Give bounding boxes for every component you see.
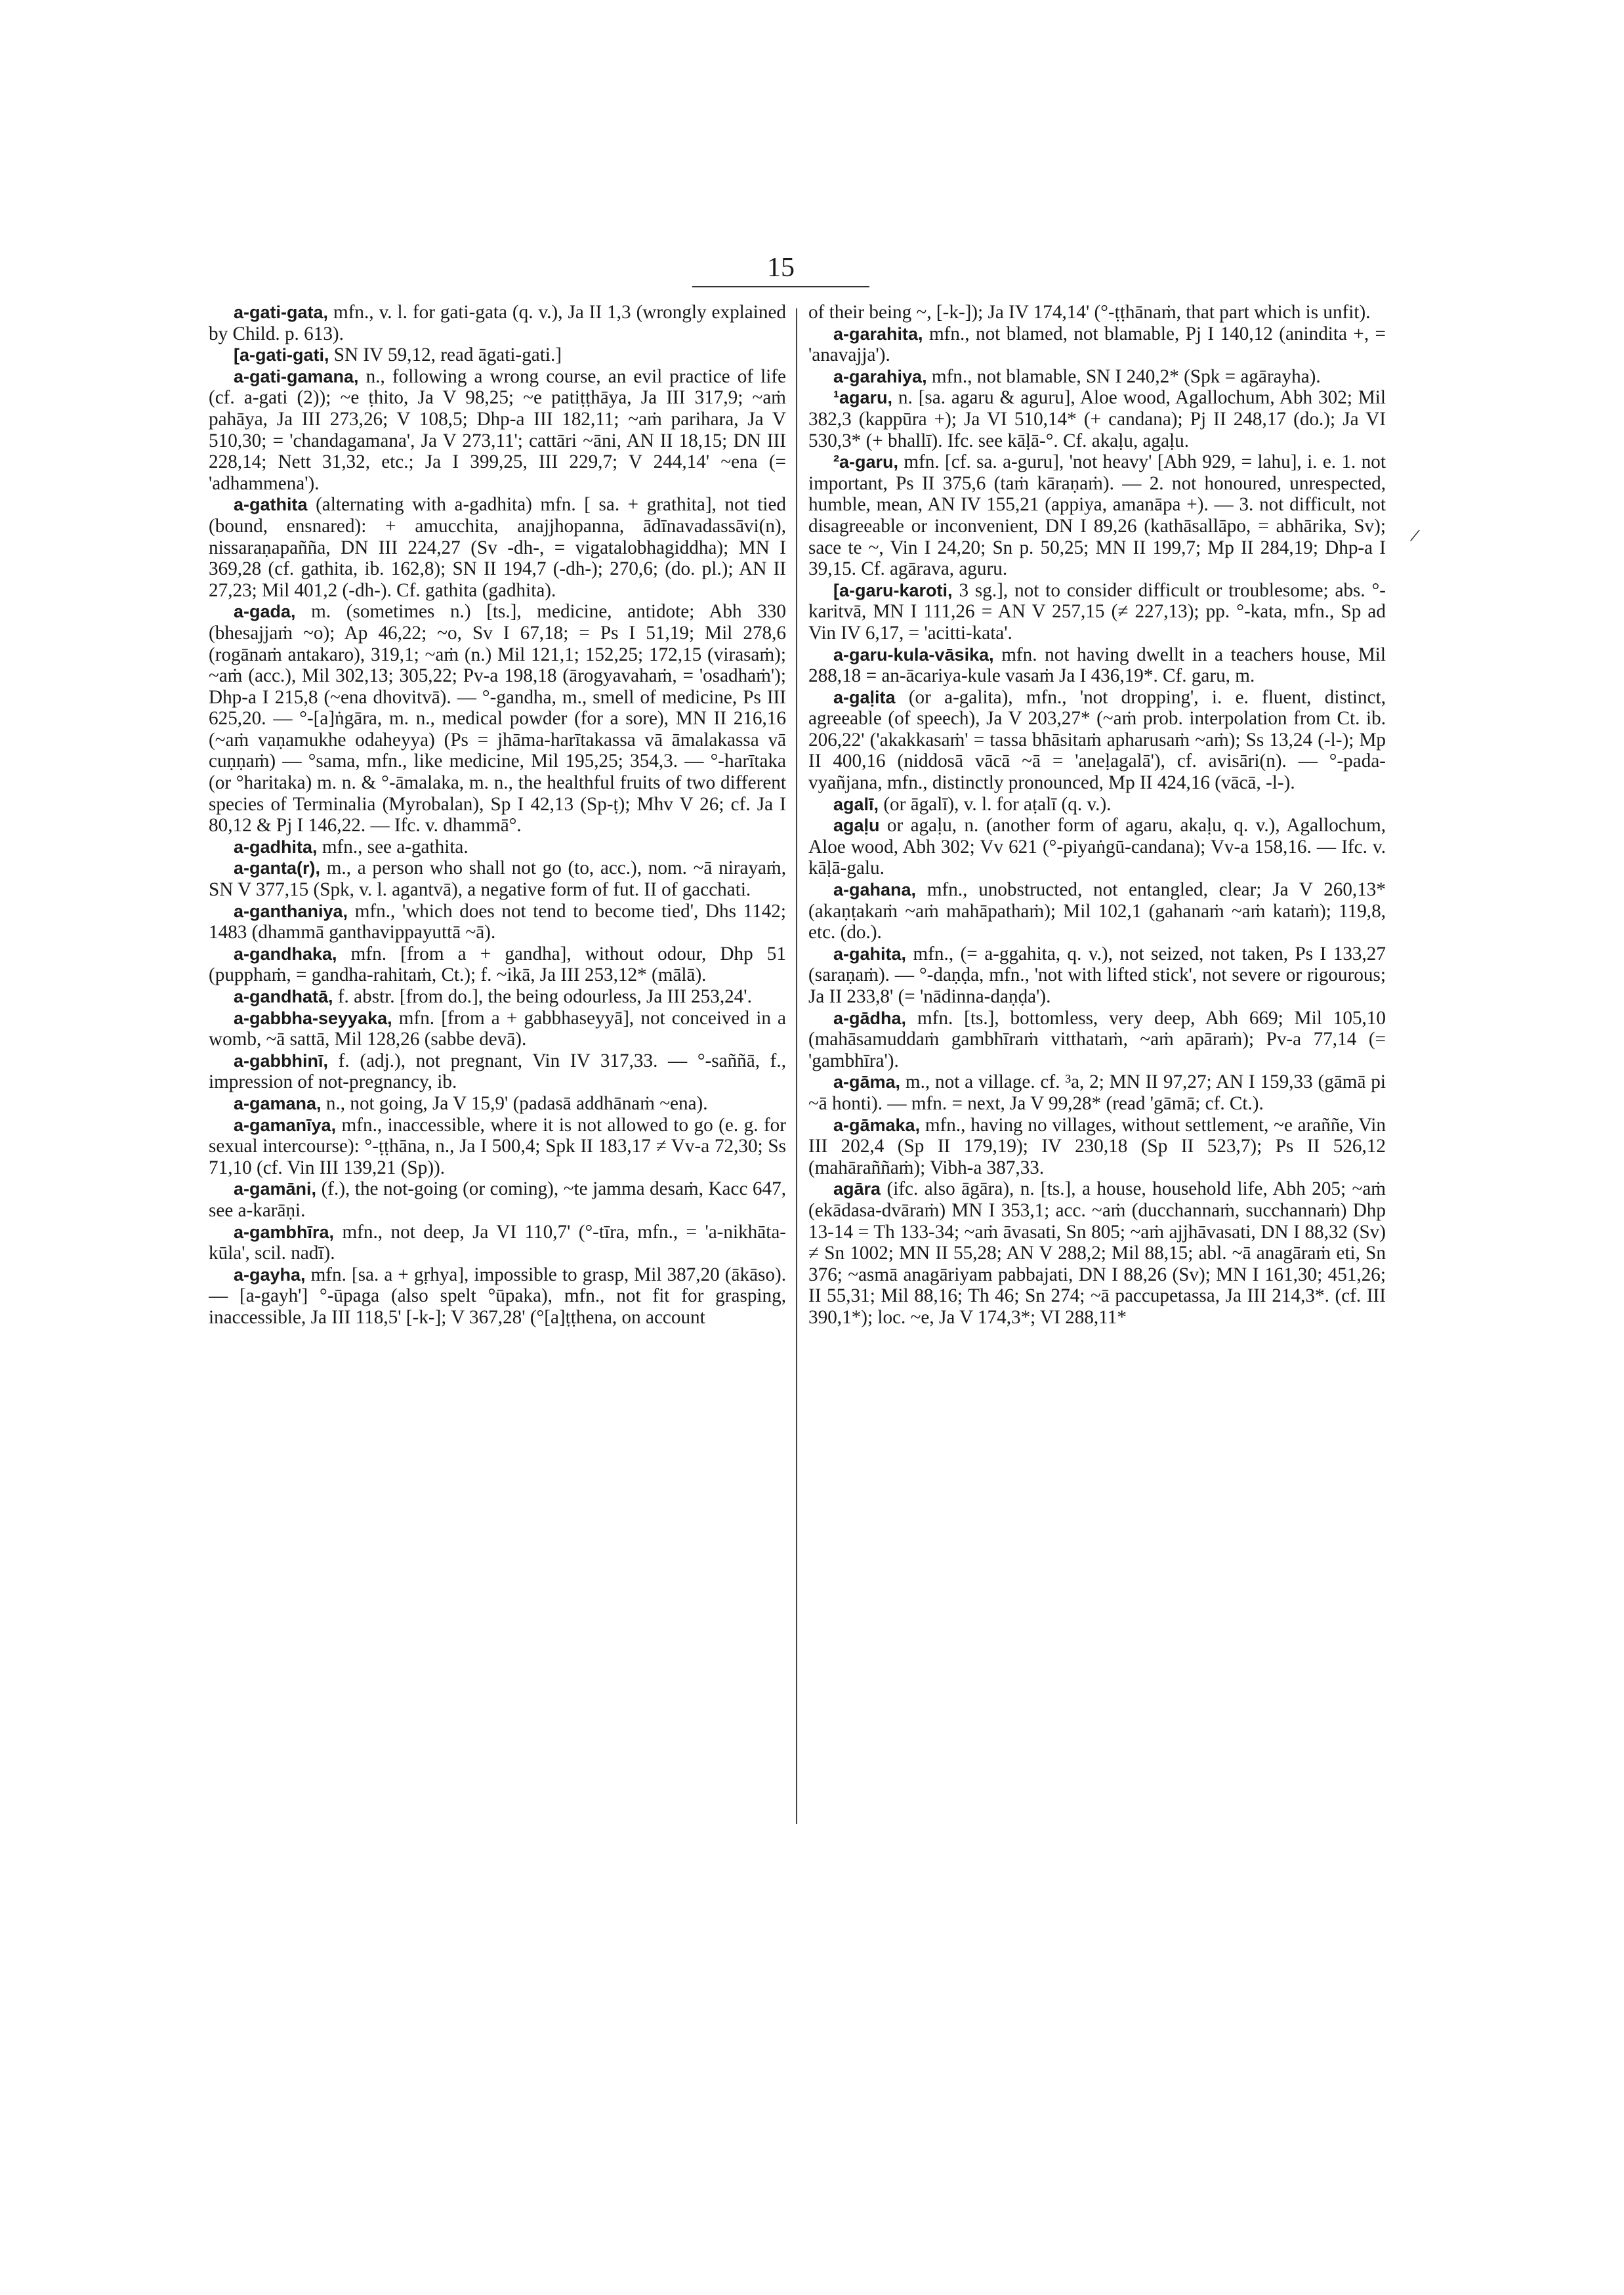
dictionary-entry [209,1093,786,1115]
dictionary-entry [209,1178,786,1221]
entry-headword: a-gati-gamana, [234,366,359,386]
entry-definition: mfn., 'which does not tend to become tied', Dhs 1142; 1483 (dhammā ganthavippayuttā ~ā). [209,900,786,943]
entry-definition: mfn., v. l. for gati-gata (q. v.), Ja II 1,3 (wrongly explained by Child. p. 613). [209,302,786,344]
entry-headword: [a-garu-karoti, [833,580,953,600]
entry-definition: mfn. not having dwellt in a teachers house, Mil 288,18 = an-ācariya-kule vasaṁ Ja I 436,19*. Cf. garu, m. [808,644,1386,687]
page-number: 15 [767,253,795,283]
entry-headword: a-gandhatā, [234,987,333,1006]
dictionary-entry [808,1115,1386,1179]
dictionary-entry [209,601,786,837]
entry-headword: a-ganta(r), [234,858,321,879]
page-number-rule [692,286,869,287]
entry-headword: a-gabbhinī, [234,1050,328,1071]
entry-definition: f. (adj.), not pregnant, Vin IV 317,33. — °-saññā, f., impression of not-pregnancy, ib. [209,1050,786,1093]
entry-definition: mfn. [cf. sa. a-guru], 'not heavy' [Abh 929, = lahu], i. e. 1. not important, Ps II 375,6 (taṁ kāraṇaṁ). — 2. not honoured, unrespected, humble, mean, AN IV 155,21 (appiya, amanāpa +). — 3. not difficult, not disagreeable or inconvenient, DN I 89,26 (kathāsallāpo, = abhārika, Sv); sace te ~, Vin I 24,20; Sn p. 50,25; MN II 199,7; Mp II 284,19; Dhp-a I 39,15. Cf. agārava, aguru. [808,451,1386,580]
entry-headword: a-garahita, [833,323,923,344]
entry-definition: mfn., unobstructed, not entangled, clear; Ja V 260,13* (akaṇṭakaṁ ~aṁ mahāpathaṁ); Mil 102,1 (gahanaṁ ~aṁ kataṁ); 119,8, etc. (do.). [808,879,1386,943]
dictionary-entry [808,815,1386,879]
dictionary-entry [808,644,1386,687]
dictionary-entry [808,687,1386,794]
dictionary-entry [209,858,786,900]
entry-headword: a-garu-kula-vāsika, [833,644,994,665]
margin-mark: / [1408,524,1421,547]
right-column [808,302,1386,1824]
entry-headword: a-gambhīra, [234,1222,335,1242]
entry-definition: n., following a wrong course, an evil practice of life (cf. a-gati (2)); ~e ṭhito, Ja V 98,25; ~e patiṭṭhāya, Ja III 317,9; ~aṁ pahāya, Ja III 273,26; V 108,5; Dhp-a III 182,11; ~aṁ parihara, Ja V 510,30; = 'chandagamana', Ja V 273,11'; cattāri ~āni, AN II 18,15; DN III 228,14; Nett 31,32, etc.; Ja I 399,25, III 229,7; V 244,14' ~ena (= 'adhammena'). [209,365,786,494]
entry-headword: a-garahiya, [833,366,927,386]
entry-definition: m. (sometimes n.) [ts.], medicine, antidote; Abh 330 (bhesajjaṁ ~o); Ap 46,22; ~o, Sv I 67,18; = Ps I 51,19; Mil 278,6 (rogānaṁ antakaro), 319,1; ~aṁ (n.) Mil 121,1; 152,25; 172,15 (virasaṁ); ~aṁ (acc.), Mil 302,13; 305,22; Pv-a 198,18 (ārogyavahaṁ, = 'osadhaṁ'); Dhp-a I 215,8 (~ena dhovitvā). — °-gandha, m., smell of medicine, Ps III 625,20. — °-[a]ṅgāra, m. n., medical powder (for a sore), MN II 216,16 (~aṁ vaṇamukhe odaheyya) (Ps = jhāma-harītakassa vā āmalakassa vā cuṇṇaṁ) — °sama, mfn., like medicine, Mil 195,25; 354,3. — °-harītaka (or °haritaka) m. n. & °-āmalaka, m. n., the healthful fruits of two different species of Terminalia (Myrobalan), Sp I 42,13 (Sp-ṭ); Mhv V 26; cf. Ja I 80,12 & Pj I 146,22. — Ifc. v. dhammā°. [209,601,786,837]
entry-headword: a-gabbha-seyyaka, [234,1008,392,1028]
entry-headword: a-gadhita, [234,837,318,857]
entry-definition: of their being ~, [-k-]); Ja IV 174,14' (°-ṭṭhānaṁ, that part which is unfit). [808,302,1371,323]
entry-headword: a-gamanīya, [234,1115,337,1135]
dictionary-entry [808,1008,1386,1072]
dictionary-entry [209,1008,786,1050]
entry-headword: agaḷu [833,816,880,836]
dictionary-entry [209,943,786,986]
entry-headword: a-gahana, [833,880,917,900]
entry-definition: m., not a village. cf. ³a, 2; MN II 97,27; AN I 159,33 (gāmā pi ~ā honti). — mfn. = next, Ja V 99,28* (read 'gāmā; cf. Ct.). [808,1071,1386,1114]
entry-headword: a-gayha, [234,1264,306,1285]
entry-headword: agāra [833,1179,881,1199]
entry-headword: a-gamana, [234,1093,322,1113]
entry-headword: a-ganthaniya, [234,901,348,921]
entry-definition: m., a person who shall not go (to, acc.), nom. ~ā nirayaṁ, SN V 377,15 (Spk, v. l. agantvā), a negative form of fut. II of gacchati. [209,858,786,901]
dictionary-entry [808,366,1386,388]
entry-definition: (or a-galita), mfn., 'not dropping', i. e. fluent, distinct, agreeable (of speech), Ja V 203,27* (~aṁ prob. interpolation from Ct. ib. 206,22' ('akakkasaṁ' = tassa bhāsitaṁ apharusaṁ ~aṁ); Ss 13,24 (-l-); Mp II 400,16 (niddosā vācā ~ā = 'aneḷagalā'), cf. avisāri(n). — °-pada-vyañjana, mfn., distinctly pronounced, Mp II 424,16 (vācā, -l-). [808,686,1386,794]
dictionary-entry [209,344,786,366]
entry-headword: ²a-garu, [833,452,899,472]
entry-definition: f. abstr. [from do.], the being odourless, Ja III 253,24'. [337,986,752,1007]
entry-definition: mfn., not deep, Ja VI 110,7' (°-tīra, mfn., = 'a-nikhāta-kūla', scil. nadī). [209,1221,786,1264]
entry-headword: a-gāmaka, [833,1115,921,1135]
dictionary-entry [209,1050,786,1093]
entry-definition: (ifc. also āgāra), n. [ts.], a house, household life, Abh 205; ~aṁ (ekādasa-dvāraṁ) MN I 353,1; acc. ~aṁ (ducchannaṁ, succhannaṁ) Dhp 13-14 = Th 133-34; ~aṁ āvasati, Sn 805; ~aṁ ajjhāvasati, DN I 88,32 (Sv) ≠ Sn 1002; MN II 55,28; AN V 288,2; Mil 88,15; abl. ~ā anagāraṁ eti, Sn 376; ~asmā anagāriyam pabbajati, DN I 88,26 (Sv); MN I 161,30; 451,26; II 55,31; Mil 88,16; Th 46; Sn 274; ~ā paccupetassa, Ja III 214,3*. (cf. III 390,1*); loc. ~e, Ja V 174,3*; VI 288,11* [808,1178,1386,1328]
entry-headword: a-gahita, [833,943,907,964]
dictionary-entry [209,302,786,344]
dictionary-entry [808,387,1386,451]
entry-headword: a-gati-gata, [234,302,329,322]
entry-headword: a-gada, [234,602,296,622]
entry-definition: or agaḷu, n. (another form of agaru, akaḷu, q. v.), Agallochum, Aloe wood, Abh 302; Vv 621 (°-piyaṅgū-candana); Vv-a 158,16. — Ifc. v. kāḷā-galu. [808,815,1386,879]
entry-definition: n. [sa. agaru & aguru], Aloe wood, Agallochum, Abh 302; Mil 382,3 (kappūra +); Ja VI 510,14* (+ candana); Pj II 248,17 (do.); Ja VI 530,3* (+ bhallī). Ifc. see kāḷā-°. Cf. akaḷu, agaḷu. [808,387,1386,451]
entry-definition: n., not going, Ja V 15,9' (padasā addhānaṁ ~ena). [325,1092,708,1114]
dictionary-entry [209,1264,786,1329]
entry-definition: mfn. [sa. a + gṛhya], impossible to grasp, Mil 387,20 (ākāso). — [a-gayh'] °-ūpaga (also spelt °ūpaka), mfn., not fit for grasping, inaccessible, Ja III 118,5' [-k-]; V 367,28' (°[a]ṭṭhena, on account [209,1264,786,1328]
dictionary-entry [209,837,786,858]
entry-definition: mfn., not blamed, not blamable, Pj I 140,12 (anindita +, = 'anavajja'). [808,323,1386,366]
entry-headword: a-gaḷita [833,687,896,707]
entry-headword: a-gathita [234,495,308,515]
entry-definition: mfn., inaccessible, where it is not allowed to go (e. g. for sexual intercourse): °-ṭṭhāna, n., Ja I 500,4; Spk II 183,17 ≠ Vv-a 72,30; Ss 71,10 (cf. Vin III 139,21 (Sp)). [209,1114,786,1178]
entry-definition: (or āgalī), v. l. for aṭalī (q. v.). [883,793,1112,815]
entry-definition: mfn. [from a + gabbhaseyyā], not conceived in a womb, ~ā sattā, Mil 128,26 (sabbe devā). [209,1007,786,1050]
dictionary-entry [808,879,1386,943]
dictionary-entry [808,451,1386,580]
entry-definition: 3 sg.], not to consider difficult or troublesome; abs. °-karitvā, MN I 111,26 = AN V 257,15 (≠ 227,13); pp. °-kata, mfn., Sp ad Vin IV 6,17, = 'acitti-kata'. [808,579,1386,644]
entry-definition: (alternating with a-gadhita) mfn. [ sa. + grathita], not tied (bound, ensnared): + amucchita, anajjhopanna, ādīnavadassāvi(n), nissaraṇapañña, DN III 224,27 (Sv -dh-, = vigatalobhagiddha); MN I 369,28 (cf. gathita, ib. 162,8); SN II 194,7 (-dh-); 270,6; (do. pl.); AN II 27,23; Mil 401,2 (-dh-). Cf. gathita (gadhita). [209,494,786,601]
entry-definition: mfn., not blamable, SN I 240,2* (Spk = agārayha). [931,365,1321,387]
entry-headword: a-gāma, [833,1072,901,1092]
dictionary-entry [808,1178,1386,1328]
entry-headword: ¹agaru, [833,388,893,408]
dictionary-entry [209,494,786,601]
entry-headword: a-gandhaka, [234,943,337,964]
left-column [209,302,786,1824]
entry-definition: mfn. [ts.], bottomless, very deep, Abh 669; Mil 105,10 (mahāsamuddaṁ gambhīraṁ vitthataṁ, ~aṁ apāraṁ); Pv-a 77,14 (= 'gambhīra'). [808,1007,1386,1071]
dictionary-entry [209,901,786,943]
entry-headword: [a-gati-gati, [234,345,329,365]
dictionary-entry [209,1222,786,1264]
dictionary-entry [209,366,786,495]
dictionary-entry [808,580,1386,644]
entry-definition: SN IV 59,12, read āgati-gati.] [333,344,562,366]
dictionary-entry [808,1071,1386,1114]
entry-definition: mfn., having no villages, without settlement, ~e araññe, Vin III 202,4 (Sp II 179,19); IV 230,18 (Sp II 523,7); Ps II 526,12 (mahāraññaṁ); Vibh-a 387,33. [808,1114,1386,1178]
dictionary-entry [808,794,1386,816]
entry-definition: mfn., see a-gathita. [322,836,468,858]
entry-definition: mfn., (= a-ggahita, q. v.), not seized, not taken, Ps I 133,27 (saraṇaṁ). — °-daṇḍa, mfn., 'not with lifted stick', not severe or rigourous; Ja II 233,8' (= 'nādinna-daṇḍa'). [808,943,1386,1007]
entry-headword: a-gamāni, [234,1179,317,1199]
dictionary-entry [209,986,786,1008]
dictionary-entry [808,943,1386,1008]
column-divider [796,308,797,1824]
entry-definition: (f.), the not-going (or coming), ~te jamma desaṁ, Kacc 647, see a-karāṇi. [209,1178,786,1221]
dictionary-entry [808,323,1386,366]
entry-headword: a-gādha, [833,1008,907,1028]
dictionary-entry [808,302,1386,323]
entry-headword: agalī, [833,794,879,814]
entry-definition: mfn. [from a + gandha], without odour, Dhp 51 (pupphaṁ, = gandha-rahitaṁ, Ct.); f. ~ikā, Ja III 253,12* (mālā). [209,943,786,986]
dictionary-entry [209,1115,786,1179]
